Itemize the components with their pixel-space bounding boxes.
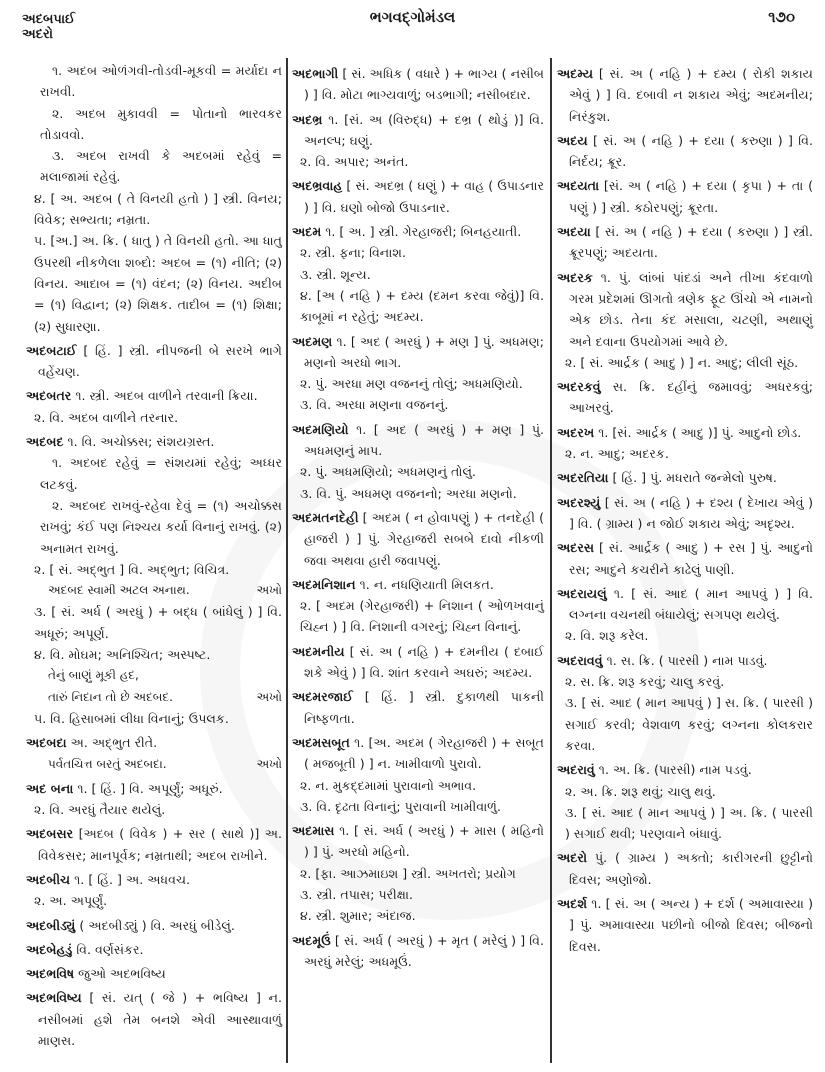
dictionary-entry [292, 930, 544, 973]
entry-definition: [ સં. અ ( નહિ ) + દમનીય ( દબાઈ શકે એવું ) ] વિ. શાંત કરવાને અઘરું; અદમ્ય. [304, 643, 544, 681]
dictionary-entry [557, 221, 813, 264]
entry-headword: અદ બના [26, 780, 74, 796]
entry-headword: અદમનીય [292, 643, 345, 659]
quotation-line [26, 580, 282, 601]
dictionary-entry [292, 732, 544, 775]
entry-headword: અદરખ [557, 424, 595, 440]
quotation-author: અખો [256, 689, 282, 704]
dictionary-entry [26, 915, 282, 936]
dictionary-entry [26, 431, 282, 452]
dictionary-entry [557, 267, 813, 352]
entry-sense: ૩. વિ. અરધા મણના વજનનું. [300, 397, 449, 413]
quotation-author: અખો [256, 756, 282, 771]
entry-definition: ૧. [ સં. અર્ધ ( અરધું ) + માસ ( મહિનો ) ] પું. અરધો મહિનો. [304, 823, 544, 860]
dictionary-entry [557, 650, 813, 671]
entry-sense: ૨. સ. ક્રિ. શરૂ કરવું; ચાલુ કરવું. [565, 674, 725, 690]
entry-definition: ૧. [અ. અદમ ( ગેરહાજરી ) + સબૂત ( મજબૂતી ) ] ન. ખામીવાળો પુરાવો. [304, 734, 544, 772]
column-divider [286, 58, 288, 1063]
entry-definition: ૧. [ હિં. ] અ. અધવચ. [74, 871, 191, 887]
column-3 [557, 60, 813, 957]
entry-definition: ૧. [ અદ ( અરધું ) + મણ ] પું. અધમણનું માપ. [304, 421, 544, 459]
entry-headword: અદમતનદેહી [292, 509, 359, 525]
entry-headword: અદમનિશાન [292, 576, 356, 592]
dictionary-entry [26, 778, 282, 799]
entry-sense: ૨. સ્ત્રી. ફના; વિનાશ. [300, 245, 406, 261]
entry-definition: ૧. [ હિં. ] વિ. અપૂર્ણું; અધૂરું. [77, 780, 223, 796]
idiom-sense: ૩. અદબ રાખવી કે અદબમાં રહેવું = મલાજામાં રહેવું. [40, 148, 282, 185]
entry-headword: અદરસ [557, 540, 595, 556]
entry-definition: ૧. સ. ક્રિ. ( પારસી ) નામ પાડવું. [606, 652, 768, 668]
quotation-text: તારું નિદાન તો છે અદબદ. [48, 689, 173, 704]
dictionary-entry [26, 963, 282, 984]
dictionary-entry [557, 492, 813, 535]
entry-headword: અદભવિષ [26, 966, 75, 982]
quotation-line [26, 754, 282, 775]
entry-headword: અદયતા [557, 178, 600, 194]
entry-sense: ૪. [અ ( નહિ ) + દમ્ય (દમન કરવા જેવું)] વિ. કાબૂમાં ન રહેતું; અદમ્ય. [300, 287, 544, 325]
dictionary-entry [557, 175, 813, 218]
entry-sense: ૩. વિ. દૃઢતા વિનાનું; પુરાવાની ખામીવાળું. [300, 798, 501, 814]
entry-definition: ૧. [ અ. ] સ્ત્રી. ગેરહાજરી; બિનહયાતી. [325, 224, 522, 240]
entry-definition: પું. ( ગ્રામ્ય ) અક્તો; કારીગરની છુટ્ટીનો દિવસ; અણોજો. [569, 850, 813, 887]
idiom-sense: ૨. અદબદ રાખવું-રહેવા દેવું = (૧) અચોક્કસ રાખવું; કંઈ પણ નિશ્ચય કર્યા વિનાનું રાખવું. (૨) અનામત રાખવું. [40, 497, 282, 556]
entry-sense: ૨. વિ. અદબ વાળીને તરનાર. [34, 409, 179, 425]
column-divider [550, 58, 552, 1063]
entry-headword: અદભ્રવાહ [292, 178, 343, 194]
dictionary-entry [26, 987, 282, 1051]
dictionary-entry [292, 331, 544, 374]
entry-sense: ૪. વિ. મોઘમ; અનિશ્ચિત; અસ્પષ્ટ. [34, 647, 211, 663]
entry-sense: ૨. [ સં. અદ્ભુત ] વિ. અદ્ભુત; વિચિત્ર. [34, 561, 230, 577]
entry-definition: ૧. [સં. આર્દ્રક ( આદુ )] પું. આદુનો છોડ. [598, 424, 802, 440]
entry-sense: ૪. સ્ત્રી. શુમાર; અંદાજ. [300, 908, 416, 924]
dictionary-entry [26, 385, 282, 406]
dictionary-entry [26, 340, 282, 383]
entry-definition: [ સં. અ ( નહિ ) + દશ્ય ( દેખાય એવું ) ] વિ. ( ગ્રામ્ય ) ન જોઈ શકાય એવું; અદૃશ્ય. [569, 494, 813, 531]
dictionary-entry [292, 686, 544, 729]
entry-sense: ૩. સ્ત્રી. શૂન્ય. [300, 266, 371, 282]
entry-sense: ૩. [ સં. અર્ધ ( અરધું ) + બદ્ધ ( બાંધેલું ) ] વિ. અધૂરું; અપૂર્ણ. [34, 604, 282, 641]
entry-definition: ૧. વિ. અચોક્કસ; સંશયગ્રસ્ત. [67, 434, 215, 450]
entry-headword: અદબતર [26, 388, 72, 404]
entry-sense: ૩. [ સં. આદ ( માન આપવું ) ] સ. ક્રિ. ( પારસી ) સગાઈ કરવી; વેશવાળ કરવું; લગ્નના કોલકરાર કરવા. [565, 695, 813, 753]
dictionary-entry [557, 422, 813, 443]
entry-headword: અદયા [557, 224, 591, 240]
dictionary-entry [26, 939, 282, 960]
entry-sense: ૨. [ અદમ (ગેરહાજરી) + નિશાન ( ઓળખવાનું ચિહ્ન ) ] વિ. નિશાની વગરનું; ચિહ્ન વિનાનું. [300, 598, 544, 635]
entry-sense: ૨. અ. અપૂર્ણું. [34, 893, 108, 909]
entry-headword: અદમ્ય [557, 66, 594, 81]
entry-sense: ૪. [ અ. અદબ ( તે વિનયી હતો ) ] સ્ત્રી. વિનય; વિવેક; સભ્યતા; નમ્રતા. [34, 190, 282, 228]
entry-definition: ૧. [ સં. અ ( અન્ય ) + દર્શ ( અમાવાસ્યા ) ] પું. અમાવાસ્યા પછીનો બીજો દિવસ; બીજનો દિવસ. [569, 895, 813, 954]
entry-headword: અદબીડ્યું [26, 917, 76, 933]
entry-headword: અદબટાઈ [26, 342, 77, 358]
quotation-text: તેનું બાણું મૂકી હદ, [48, 668, 139, 683]
entry-definition: સ. ક્રિ. દહીંનું જમાવવું; અધરકવું; આખરવું. [569, 379, 813, 416]
dictionary-entry [557, 376, 813, 419]
entry-headword: અદભ્ર [292, 111, 323, 127]
entry-sense: ૨. વિ. અરધું તૈયાર થયેલું. [34, 802, 166, 818]
entry-sense: ૨. [ફા. આઝમાઇશ ] સ્ત્રી. અખતરો; પ્રયોગ [300, 865, 516, 881]
entry-sense: ૫. વિ. હિસાબમાં લીધા વિનાનું; ઉપલક. [34, 710, 229, 726]
entry-headword: અદમ [292, 224, 322, 240]
entry-definition: [ અદમ ( ન હોવાપણું ) + તનદેહી ( હાજરી ) ] પું. ગેરહાજરી સબબે દાવો નીકળી જવા અથવા હારી જવાપણું. [304, 509, 544, 568]
entry-definition: [સં. અ ( નહિ ) + દયા ( કૃપા ) + તા ( પણું ) ] સ્ત્રી. કઠોરપણું; ક્રૂરતા. [569, 178, 813, 215]
dictionary-entry [557, 759, 813, 780]
entry-headword: અદમૂઉં [292, 932, 331, 948]
idiom-sense: ૧. અદબદ રહેવું = સંશયમાં રહેવું; અધ્ધર લટકવું. [40, 455, 282, 492]
quotation-text: અદબદ સ્વામી અટલ અનાથ. [48, 583, 190, 598]
dictionary-entry [557, 63, 813, 127]
entry-definition: ૧. [ સં. આદ ( માન આપવું ) ] વિ. લગ્નના વચનથી બંધાયેલું; સગપણ થયેલું. [569, 585, 813, 623]
entry-headword: અદભવિષ્ય [26, 990, 82, 1006]
dictionary-entry [292, 419, 544, 462]
entry-headword: અદમસબૂત [292, 734, 350, 750]
dictionary-entry [292, 63, 544, 106]
entry-definition: [ સં. અર્ધ ( અરધું ) + મૃત ( મરેલું ) ] વિ. અરધું મરેલું; અધમૂઉં. [304, 932, 544, 969]
entry-definition: [ સં. અદભ્ર ( ઘણું ) + વાહ ( ઉપાડનાર ) ] વિ. ઘણો બોજો ઉપાડનાર. [304, 178, 544, 215]
idiom-sense: ૧. અદબ ઓળંગવી-તોડવી-મૂકવી = મર્યાદા ન રાખવી. [40, 63, 282, 100]
entry-headword: અદભાગી [292, 66, 339, 81]
dictionary-entry [292, 820, 544, 863]
entry-sense: ૩. વિ. પું. અધમણ વજનનો; અરધા મણનો. [300, 485, 517, 501]
entry-headword: અદય [557, 132, 588, 148]
entry-sense: ૫. [અ.] અ. ક્રિ. ( ધાતુ ) તે વિનયી હતો. આ ધાતુ ઉપરથી નીકળેલા શબ્દો: અદબ = (૧) નીતિ; (૨) વિનય. આદાબ = (૧) વંદન; (૨) વિનય. અદીબ = (૧) વિદ્વાન; (૨) શિક્ષક. તાદીબ = (૧) શિક્ષા; (૨) સુધારણા. [34, 233, 282, 334]
entry-definition: [ હિં. ] સ્ત્રી. નીપજની બે સરખે ભાગે વહેંચણ. [38, 342, 282, 380]
quotation-text: પર્વતચિત્ત બરતું અદબદા. [48, 756, 167, 771]
idiom-sense: ૨. અદબ મુકાવવી = પોતાનો ભારવકર તોડાવવો. [40, 105, 282, 142]
entry-headword: અદરશ્યું [557, 494, 601, 510]
entry-headword: અદર્શ [557, 895, 588, 911]
dictionary-entry [557, 893, 813, 957]
entry-sense: ૨. ન. મુકદ્દમામાં પુરાવાનો અભાવ. [300, 777, 477, 793]
dictionary-entry [292, 641, 544, 684]
entry-definition: ૧. પું. લાંબાં પાંદડાં અને તીખા કંદવાળો ગરમ પ્રદેશમાં ઊગતો ત્રણેક ફૂટ ઊંચો એ નામનો એક છોડ. તેના કંદ મસાલા, ચટણી, અથાણું અને દવાના ઉપયોગમાં આવે છે. [569, 269, 813, 349]
guide-word-last: અદરો [22, 27, 53, 42]
entry-sense: ૨. વિ. અપાર; અનંત. [300, 154, 409, 170]
entry-definition: ૧. [ અદ ( અરધું ) + મણ ] પું. અધમણ; મણનો અરધો ભાગ. [304, 333, 544, 370]
dictionary-entry [292, 175, 544, 218]
entry-headword: અદરો [557, 850, 587, 866]
entry-definition: ( અદબીડ્યું ) વિ. અરધું બીડેલું. [79, 917, 235, 933]
dictionary-entry [26, 823, 282, 866]
entry-headword: અદરતિયા [557, 470, 609, 486]
entry-definition: [ હિં. ] સ્ત્રી. દુકાળથી પાકની નિષ્ફળતા. [304, 689, 544, 726]
column-2 [292, 60, 544, 972]
dictionary-entry [292, 109, 544, 152]
entry-definition: ૧. ન. નધણિયાતી મિલકત. [359, 576, 494, 592]
dictionary-entry [557, 130, 813, 173]
entry-definition: ૧. [સં. અ (વિરુદ્ધ) + દભ્ર ( થોડું )] વિ. અનલ્પ; ઘણું. [304, 111, 544, 148]
entry-definition: ૧. અ. ક્રિ. (પારસી) નામ પડવું. [598, 762, 752, 778]
entry-sense: ૨. વિ. શરૂ કરેલ. [565, 628, 649, 644]
entry-definition: [ સં. યત્ ( જે ) + ભવિષ્ય ] ન. નસીબમાં હશે તેમ બનશે એવી આસ્થાવાળું માણસ. [38, 990, 282, 1049]
dictionary-entry [292, 574, 544, 595]
dictionary-entry [557, 537, 813, 580]
entry-headword: અદમાસ [292, 823, 335, 839]
running-title: ભગવદ્ગોમંડલ [369, 8, 456, 26]
dictionary-entry [292, 507, 544, 571]
entry-definition: ૧. સ્ત્રી. અદબ વાળીને તરવાની ક્રિયા. [75, 388, 258, 404]
entry-sense: ૨. પું. અધમણિયો; અધમણનું તોલું. [300, 464, 476, 480]
entry-sense: ૨. પું. અરધા મણ વજનનું તોલું; અધમણિયો. [300, 376, 523, 392]
dictionary-entry [26, 732, 282, 753]
entry-headword: અદબેહડું [26, 941, 73, 957]
column-1 [26, 60, 282, 1051]
entry-definition: [ સં. અ ( નહિ ) + દયા ( કરુણા ) ] સ્ત્રી. ક્રૂરપણું; અદયતા. [569, 224, 813, 261]
entry-headword: અદબદા [26, 735, 67, 751]
entry-headword: અદમરજાઈ [292, 689, 354, 705]
guide-word-first: અદબપાઈ [22, 12, 76, 27]
entry-definition: [અદબ ( વિવેક ) + સર ( સાથે )] અ. વિવેકસર; માનપૂર્વક; નમ્રતાથી; અદબ રાખીને. [38, 826, 282, 863]
entry-definition: [ સં. અ ( નહિ ) + દમ્ય ( રોકી શકાય એવું ) ] વિ. દબાવી ન શકાય એવું; અદમનીય; નિરંકુશ. [569, 66, 813, 124]
dictionary-entry [26, 869, 282, 890]
entry-definition: [ હિં. ] પું. મધરાતે જન્મેલો પુરુષ. [612, 470, 777, 486]
entry-definition: [ સં. આર્દ્રક ( આદુ ) + રસ ] પું. આદુનો રસ; આદુને કચરીને કાઢેલું પાણી. [569, 540, 813, 577]
dictionary-entry [557, 583, 813, 626]
entry-sense: ૨. અ. ક્રિ. શરૂ થવું; ચાલુ થવું. [565, 783, 716, 799]
dictionary-entry [557, 467, 813, 488]
entry-headword: અદરાવું [557, 762, 595, 778]
entry-sense: ૩. સ્ત્રી. તપાસ; પરીક્ષા. [300, 886, 413, 902]
entry-headword: અદરકવું [557, 379, 601, 395]
entry-headword: અદમણિયો [292, 421, 349, 437]
entry-sense: ૨. ન. આદુ; અદરક. [565, 446, 669, 462]
entry-definition: વિ. વર્ણસંકર. [76, 941, 144, 957]
entry-headword: અદરાવવું [557, 652, 603, 668]
entry-headword: અદબીચ [26, 871, 71, 887]
entry-headword: અદબસર [26, 826, 74, 842]
entry-definition: જુઓ અદભવિષ્ય [78, 966, 166, 982]
entry-sense: ૨. [ સં. આર્દ્રક ( આદુ ) ] ન. આદુ; લીલી સૂંઠ. [565, 354, 799, 370]
quotation-line [26, 687, 282, 708]
entry-sense: ૩. [ સં. આદ ( માન આપવું ) ] અ. ક્રિ. ( પારસી ) સગાઈ થવી; પરણવાને બંધાવું. [565, 804, 813, 842]
entry-definition: [ સં. અધિક ( વધારે ) + ભાગ્ય ( નસીબ ) ] વિ. મોટા ભાગ્યવાળું; બડભાગી; નસીબદાર. [304, 66, 544, 103]
entry-definition: [ સં. અ ( નહિ ) + દયા ( કરુણા ) ] વિ. નિર્દય; ક્રૂર. [569, 132, 813, 170]
entry-headword: અદરાયલું [557, 585, 607, 601]
quotation-line [26, 665, 282, 686]
entry-headword: અદમણ [292, 333, 333, 349]
entry-definition: અ. અદ્ભુત રીતે. [70, 735, 158, 751]
entry-headword: અદબદ [26, 434, 64, 450]
page-number: ૧૭૦ [768, 8, 795, 26]
quotation-author: અખો [256, 583, 282, 598]
entry-headword: અદરક [557, 269, 593, 285]
dictionary-entry [557, 847, 813, 890]
dictionary-entry [292, 221, 544, 242]
